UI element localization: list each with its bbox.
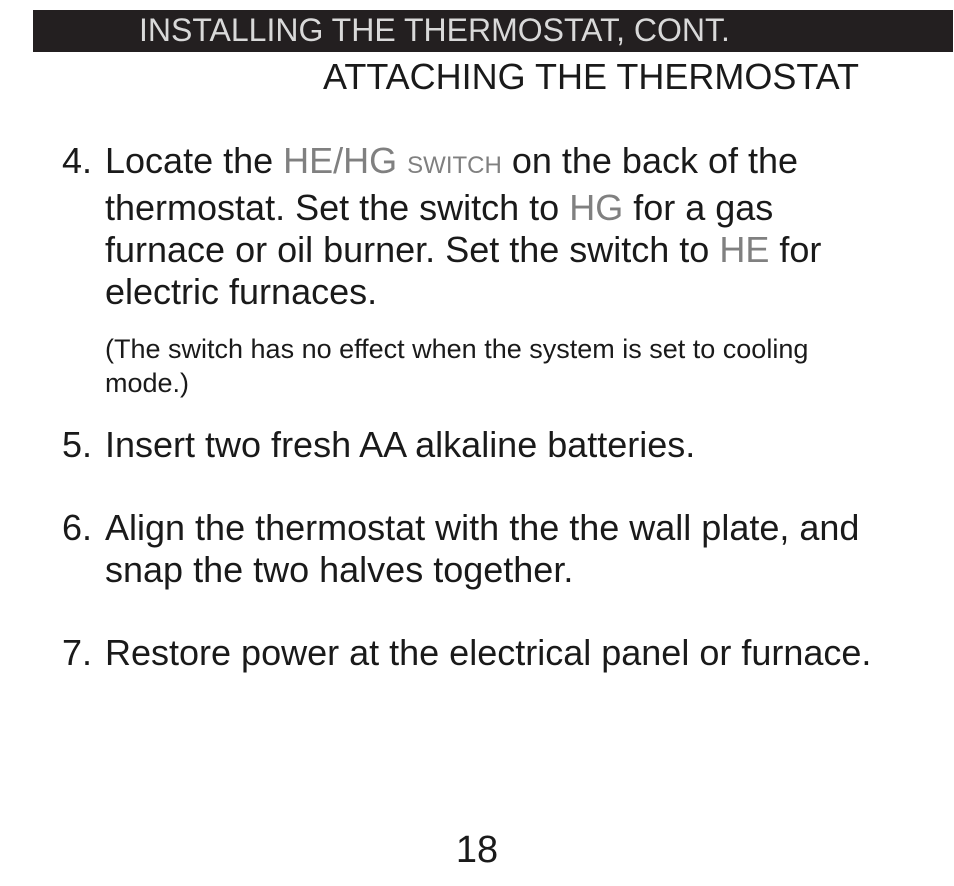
step-text: Align the thermostat with the the wall plate, and snap the two halves together. [105,507,860,590]
switch-label: HE/HG [283,140,398,181]
step-number: 7. [62,632,93,673]
step-4-note: (The switch has no effect when the system is set to cooling mode.) [105,334,809,398]
step-text-part: for electric furnaces. [105,229,822,312]
switch-setting-hg: HG [569,187,624,228]
step-text [105,140,885,313]
step-text-part: Locate the [105,140,284,181]
step-text: Insert two fresh AA alkaline batteries. [105,424,696,465]
switch-word: SWITCH [407,152,502,179]
step-number: 6. [62,507,93,548]
step-number: 4. [62,140,93,181]
step-text-part: for a gas furnace or oil burner. Set the switch to [105,187,774,270]
step-number: 5. [62,424,93,465]
step-text-part: on the back of the thermostat. Set the switch to [105,140,799,228]
page-number: 18 [455,829,499,871]
step-text-part [397,140,407,181]
step-text: Restore power at the electrical panel or furnace. [105,632,872,673]
switch-setting-he: HE [719,229,770,270]
banner-title: INSTALLING THE THERMOSTAT, CONT. [139,12,730,48]
section-title: ATTACHING THE THERMOSTAT [323,56,860,97]
header-banner [33,10,953,52]
